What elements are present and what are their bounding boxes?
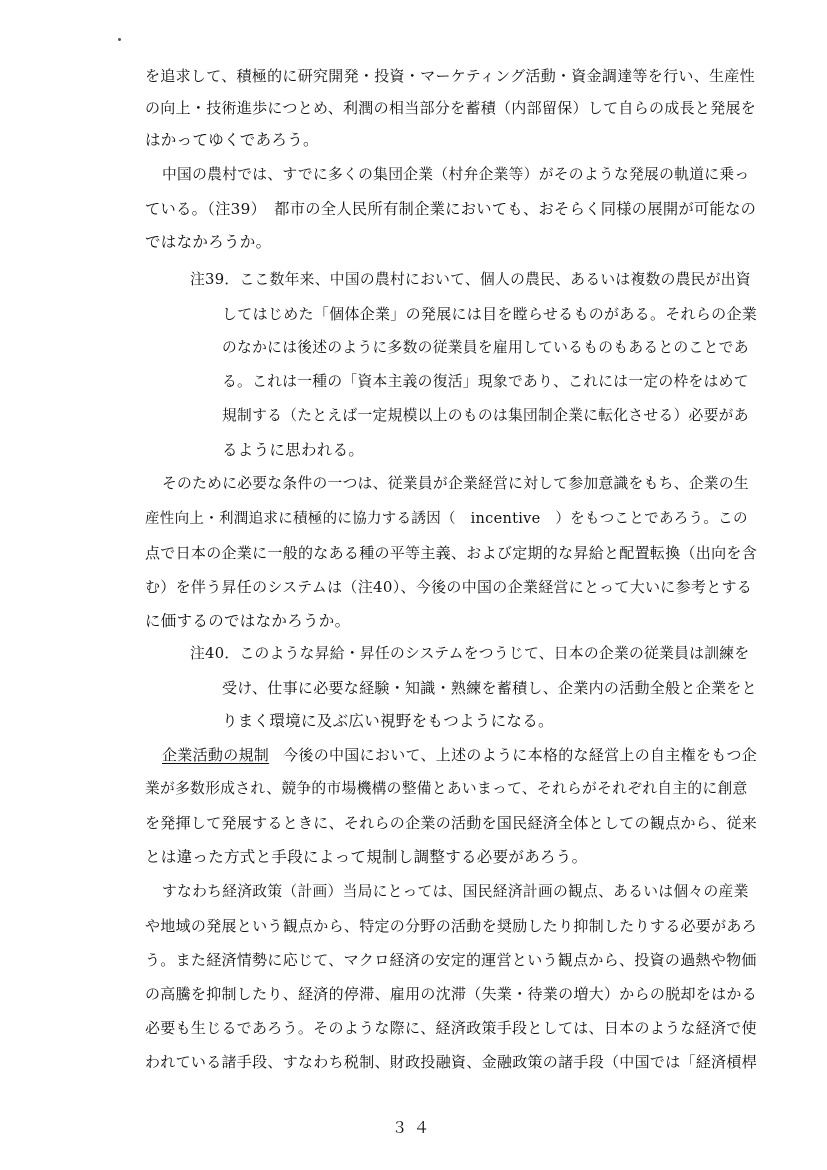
text-span: 今後の中国において、上述のように本格的な経営上の自主権をもつ企 [283, 746, 757, 764]
text-line: はかってゆくであろう。 [145, 131, 319, 149]
text-line: 業が多数形成され、競争的市場機構の整備とあいまって、それらがそれぞれ自主的に創意 [145, 780, 748, 797]
text-line: む）を伴う昇任のシステムは（注40）、今後の中国の企業経営にとって大いに参考とする [145, 578, 753, 596]
footnote-line: る。これは一種の「資本主義の復活」現象であり、これには一定の枠をはめて [222, 373, 749, 390]
text-line: の高騰を抑制したり、経済的停滞、雇用の沈滞（失業・待業の増大）からの脱却をはかる [145, 985, 757, 1003]
footnote-line: してはじめた「個体企業」の発展には目を瞠らせるものがある。それらの企業 [222, 305, 757, 323]
footnote-line: りまく環境に及ぶ広い視野をもつようになる。 [222, 712, 554, 730]
text-line: とは違った方式と手段によって規制し調整する必要があろう。 [145, 848, 588, 866]
text-line [162, 745, 757, 767]
footnote-line: のなかには後述のように多数の従業員を雇用しているものもあるとのことであ [222, 339, 749, 356]
page-number: ３４ [391, 1118, 436, 1137]
text-line: を発揮して発展するときに、それらの企業の活動を国民経済全体としての観点から、従来 [145, 814, 757, 832]
text-line: 点で日本の企業に一般的なある種の平等主義、および定期的な昇給と配置転換（出向を含 [145, 544, 757, 562]
text-line: の向上・技術進歩につとめ、利潤の相当部分を蓄積（内部留保）して自らの成長と発展を [145, 99, 757, 117]
text-line: われている諸手段、すなわち税制、財政投融資、金融政策の諸手段（中国では「経済槓桿 [145, 1053, 757, 1071]
scan-speck [118, 38, 121, 41]
text-line: に価するのではなかろうか。 [145, 612, 351, 630]
text-line: すなわち経済政策（計画）当局にとっては、国民経済計画の観点、あるいは個々の産業 [162, 883, 749, 900]
footnote-line: 注40．このような昇給・昇任のシステムをつうじて、日本の企業の従業員は訓練を [190, 645, 750, 662]
text-line: そのために必要な条件の一つは、従業員が企業経営に対して参加意識をもち、企業の生 [162, 475, 749, 492]
text-line: や地域の発展という観点から、特定の分野の活動を奨励したり抑制したりする必要があろ [145, 917, 757, 935]
text-line: 中国の農村では、すでに多くの集団企業（村弁企業等）がそのような発展の軌道に乗っ [162, 166, 750, 183]
text-line: 必要も生じるであろう。そのような際に、経済政策手段としては、日本のような経済で使 [145, 1019, 757, 1037]
footnote-line: 注39．ここ数年来、中国の農村において、個人の農民、あるいは複数の農民が出資 [190, 271, 751, 288]
footnote-line: 規制する（たとえば一定規模以上のものは集団制企業に転化させる）必要があ [222, 407, 749, 424]
section-heading: 企業活動の規制 [162, 746, 270, 764]
text-line: う。また経済情勢に応じて、マクロ経済の安定的運営という観点から、投資の過熱や物価 [145, 951, 757, 969]
text-line: を追求して、積極的に研究開発・投資・マーケティング活動・資金調達等を行い、生産性 [145, 67, 755, 85]
text-line: ている。（注39） 都市の全人民所有制企業においても、おそらく同様の展開が可能なの [145, 200, 757, 218]
footnote-line: るように思われる。 [222, 441, 365, 459]
text-line: ではなかろうか。 [145, 233, 272, 251]
text-line: 産性向上・利潤追求に積極的に協力する誘因（ incentive ）をもつことであろう。この [145, 511, 748, 527]
footnote-line: 受け、仕事に必要な経験・知識・熟練を蓄積し、企業内の活動全般と企業をと [222, 679, 757, 697]
